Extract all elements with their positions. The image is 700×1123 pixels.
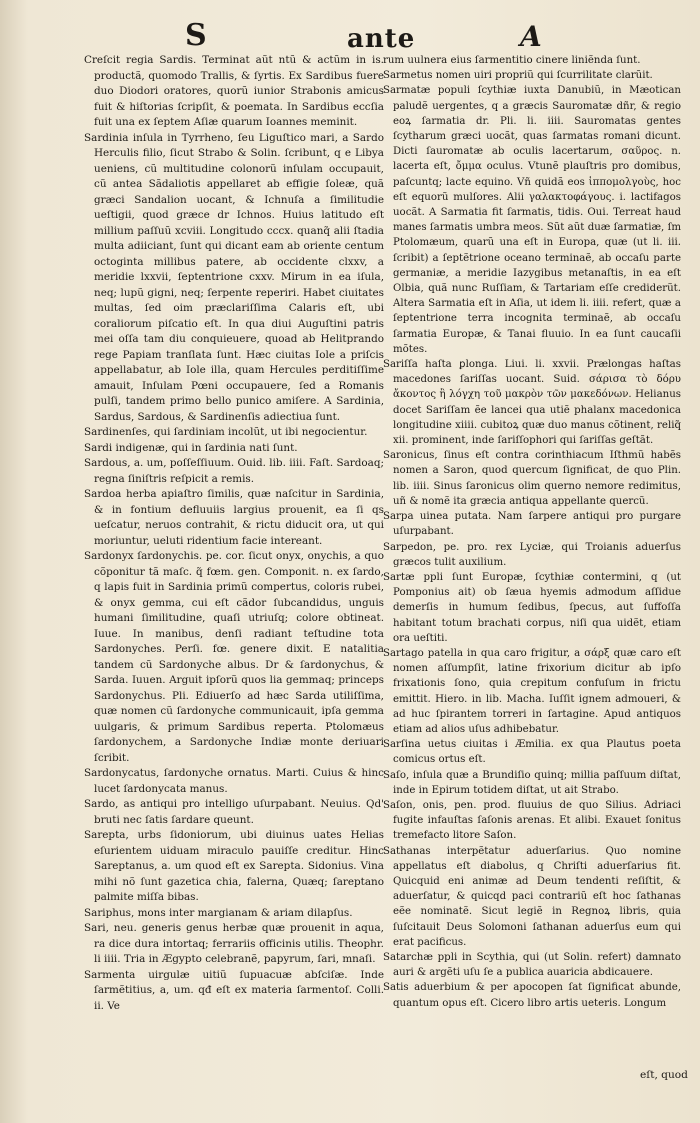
entry: Sariphus, mons inter margianam & ariam dilapſus.: [84, 906, 353, 919]
catchword: eſt, quod: [640, 1069, 688, 1081]
right-column: [383, 53, 681, 1011]
entry: Saſo, inſula quæ a Brundiſio quinq; millia paſſuum diſtat, inde in Epirum totidem diſtat, ut ait Strabo.: [383, 769, 681, 796]
entry: Satis aduerbium & per apocopen ſat ſignificat abunde, quantum opus eſt. Cicero libro artis ueteris. Longum: [383, 982, 681, 1009]
entry: Saſon, onis, pen. prod. fluuius de quo Silius. Adriaci fugite infauſtas ſaſonis arenas. Et alibi. Exauet ſonitus tremefacto litore Saſon.: [383, 799, 681, 842]
entry: Sarpa uinea putata. Nam ſarpere antiqui pro purgare uſurpabant.: [383, 511, 681, 538]
entry: Creſcit regia Sardis. Terminat aũt ntũ & actũm in is. productã, quomodo Trallis, & ſyrtis. Ex Sardibus fuere duo Diodori oratores, quorũ iunior Strabonis amicus fuit & hiſtorias ſcripſit, & poemata. In Sardibus eccſia fuit una ex ſeptem Aſiæ quarum Ioannes meminit.: [84, 54, 384, 128]
running-header: [0, 14, 700, 58]
entry: Sardonyx ſardonychis. pe. cor. ſicut onyx, onychis, a quo cõponitur tã maſc. q̃ fœm. gen. Componit. n. ex ſardo, q lapis fuit in Sardinia primũ compertus, coloris rubei, & onyx gemma, cui eſt cãdor ſubcandidus, unguis humani ſimilitudine, quaſi utriuſq; colore obtineat. Iuue. In manibus, denſi radiant teſtudine tota Sardonyches. Perſi. fœ. genere dixit. E natalitia tandem cũ Sardonyche albus. Dr & ſardonychus, & Sarda. Iuuen. Arguit ipſorũ quos lia gemmaq; princeps Sardonychus. Pli. Ediuerſo ad hæc Sarda utiliſſima, quæ nomen cũ ſardonyche communicauit, ipſa gemma uulgaris, & primum Sardibus reperta. Ptolomæus ſardonychem, a Sardonyche Indiæ monte deriuari ſcribit.: [84, 550, 384, 764]
entry: Sardo, as antiqui pro intelligo uſurpabant. Neuius. Qd' bruti nec ſatis ſardare queunt.: [84, 798, 384, 826]
entry: Sariſſa haſta ꝑlonga. Liui. li. xxvii. Prælongas haſtas macedones ſariſſas uocant. Suid. σάρισα τὸ δόρυ ἄκοντος ἢ λόγχη τοῦ μακρὸν τῶν μακεδόνων. Helianus docet Sariſſam ẽe lancei qua utiẽ phalanx macedonica longitudine xiiii. cubitoꝝ quæ duo manus cõtinent, reliq̃ xii. prominent, inde ſariſſophori qui ſariſſas geſtãt.: [383, 359, 681, 447]
entry: Sartago patella in qua caro frigitur, a σάρξ quæ caro eſt nomen aſſumpſit, latine frixorium dicitur ab ipſo frixationis ſono, quia crepitum confuſum in frictu emittit. Hiero. in lib. Macha. Iuſſit ignem admoueri, & ad huc ſpirantem torreri in ſartagine. Apud antiquos etiam ad alios uſus adhibebatur.: [383, 647, 681, 735]
entry: Sartæ ppli ſunt Europæ, ſcythiæ contermini, q (ut Pomponius ait) ob ſæua hyemis admodum aſſidue demerſis in humum ſedibus, ſpecus, aut ſuffoſſa habitant totum brachati corpus, niſi qua uidẽt, etiam ora ueſtiti.: [383, 571, 681, 644]
entry: Sarmenta uirgulæ uitiũ ſupuacuæ abſciſæ. Inde ſarmẽtitius, a, um. qđ eſt ex materia ſarmentoſ. Colli. ii. Ve: [84, 968, 384, 1012]
entry: Sardous, a. um, poſſeſſiuum. Ouid. lib. iiii. Faſt. Sardoaq; regna ſiniſtris reſpicit a remis.: [84, 457, 384, 485]
header-signature-right: A: [520, 20, 542, 53]
entry: Satarchæ ppli in Scythia, qui (ut Solin. refert) damnato auri & argẽti uſu ſe a publica auaricia abdicauere.: [383, 951, 681, 979]
header-signature-left: S: [185, 18, 207, 53]
entry: Sardi indigenæ, qui in ſardinia nati ſunt.: [84, 441, 298, 454]
entry: Sarmatæ populi ſcythiæ iuxta Danubiũ, in Mæotican paludẽ uergentes, q a græcis Sauromatæ dñr, & regio eoꝝ ſarmatia dr. Pli. li. iiii. Sauromatas gentes ſcytharum græci uocãt, quas ſarmatas romani dicunt. Dicti ſauromatæ ab oculis lacertarum, σαῦρος. n. lacerta eſt, ὄμμα oculus. Vtunẽ plauſtris pro domibus, paſcuntq; lacte equino. Vñ quidã eos ἱππομολγοὺς, hoc eſt equorũ mulſores. Alii γαλακτοφάγους. i. lactifagos uocãt. A Sarmatia fit ſarmatis, tidis. Oui. Terreat haud manes ſarmatis umbra meos. Sũt aũt duæ ſarmatiæ, ſm Ptolomæum, quarũ una eſt in Europa, quæ (ut li. iii. ſcribit) a ſeptẽtrione oceano terminaẽ, ab occaſu parte germaniæ, a meridie Iazygibus metanaſtis, in ea eſt Olbia, quã nunc Ruſſiam, & Tartariam eſſe crediderũt. Altera Sarmatia eſt in Aſia, ut idem li. iiii. refert, quæ a ſeptentrione terra incognita terminaẽ, ab occaſu ſarmatia Europæ, & Tanai fluuio. In ea ſunt caucaſii mõtes.: [383, 85, 681, 355]
entry: Sarepta, urbs ſidoniorum, ubi diuinus uates Helias eſurientem uiduam miraculo pauiſſe creditur. Hinc Sareptanus, a. um quod eſt ex Sarepta. Sidonius. Vina mihi nõ ſunt gazetica chia, falerna, Quæq; ſareptano palmite miſſa bibas.: [84, 829, 384, 903]
entry: Sardinenſes, qui ſardiniam incolũt, ut ibi negocientur.: [84, 426, 368, 438]
entry: Sarmetus nomen uiri propriũ qui ſcurrilitate clarũit.: [383, 70, 653, 82]
entry: Sari, neu. generis genus herbæ quæ prouenit in aqua, ra dice dura intortaq; ferrariis officinis utilis. Theophr. li iiii. Tria in Ægypto celebranẽ, papyrum, ſari, mnaſi.: [84, 922, 384, 965]
left-column: [84, 53, 384, 1014]
entry: Sarſina uetus ciuitas i Æmilia. ex qua Plautus poeta comicus ortus eſt.: [383, 739, 681, 766]
entry: Sarpedon, pe. pro. rex Lyciæ, qui Troianis aduerſus græcos tulit auxilium.: [383, 541, 681, 568]
entry: rum uulnera eius ſarmentitio cinere liniẽnda ſunt.: [383, 55, 641, 66]
entry: Sardonycatus, ſardonyche ornatus. Marti. Cuius & hinc lucet ſardonycata manus.: [84, 767, 384, 795]
entry: Sardoa herba apiaſtro ſimilis, quæ naſcitur in Sardinia, & in fontium defluuiis largius prouenit, ea ſi qs ueſcatur, neruos contrahit, & rictu diducit ora, ut qui moriuntur, ueluti ridentium facie intereant.: [84, 488, 384, 547]
header-title: ante: [347, 24, 416, 54]
entry: Sathanas interpẽtatur aduerſarius. Quo nomine appellatus eſt diabolus, q Chriſti aduerſarius fit. Quicquid eni animæ ad Deum tendenti reſiſtit, & aduerſatur, & quicqd paci contrariũ eſt hoc ſathanas eẽe nominatẽ. Sicut legiẽ in Regnoꝝ libris, quia ſuſcitauit Deus Solomoni ſathanan aduerſus eum qui erat pacificus.: [383, 845, 681, 948]
entry: Sardinia inſula in Tyrrheno, ſeu Liguſtico mari, a Sardo Herculis filio, ſicut Strabo & Solin. ſcribunt, q e Libya ueniens, cũ multitudine colonorũ inſulam occupauit, cũ antea Sãdaliotis appellaret ab effigie ſoleæ, quã græci Sandalion uocant, & Ichnuſa a ſimilitudie ueſtigii, quod græce dr Ichnos. Huius latitudo eſt millium paſſuũ xcviii. Longitudo cccx. quanq̃ alii ſtadia multa adiiciant, ſunt qui dicant eam ab oriente centum octoginta millibus patere, ab occidente clxxv, a meridie lxxvii, ſeptentrione cxxv. Mirum in ea iſula, neq; lupũ gigni, neq; ſerpente reperiri. Habet ciuitates multas, ſed oim præclariſſima Calaris eſt, ubi coraliorum piſcatio eſt. In qua diui Auguſtini patris mei oſſa tam diu conquieuere, quoad ab Helitprando rege Papiam tranſlata ſunt. Hæc ciuitas Iole a priſcis appellabatur, ab Iole illa, quam Hercules perditiſſime amauit, Inſulam Pœni occupauere, ſed a Romanis pulſi, tandem primo bello punico amiſere. A Sardinia, Sardus, Sardous, & Sardinenſis adiectiua ſunt.: [84, 131, 384, 423]
entry: Saronicus, ſinus eſt contra corinthiacum Iſthmũ habẽs nomen a Saron, quod quercum ſignificat, de quo Plin. lib. iiii. Sinus ſaronicus olim querno nemore redimitus, uñ & nomẽ ita græcia antiqua appellante quercũ.: [383, 450, 681, 507]
